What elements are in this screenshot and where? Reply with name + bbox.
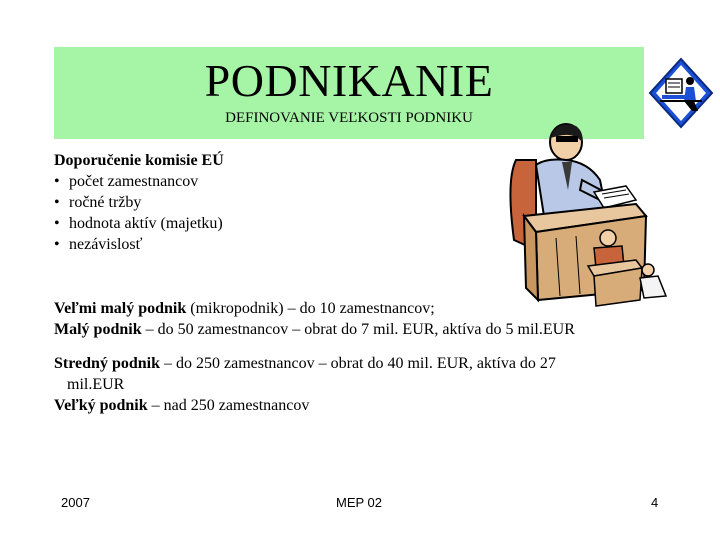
small-text: – do 50 zamestnancov – obrat do 7 mil. EUR, aktíva do 5 mil.EUR [141,321,575,338]
footer-course: MEP 02 [336,495,383,510]
small-label: Malý podnik [54,321,142,338]
list-item-text: nezávislosť [69,236,143,253]
footer-year: 2007 [61,495,90,510]
large-enterprises-definitions [54,353,654,416]
recommendation-section [54,150,224,255]
large-enterprise-line [54,395,654,416]
micro-enterprise-line [54,298,674,319]
medium-enterprise-line [54,353,654,395]
list-item-text: hodnota aktív (majetku) [69,215,223,232]
businessman-desk-illustration [496,120,678,310]
micro-text: (mikropodnik) – do 10 zamestnancov; [186,300,435,317]
recommendation-heading: Doporučenie komisie EÚ [54,152,224,169]
list-item: • počet zamestnancov [54,173,199,190]
computer-user-logo-icon [648,57,714,129]
medium-text: – do 250 zamestnancov – obrat do 40 mil. EUR, aktíva do 27 [159,355,556,372]
slide-subtitle: DEFINOVANIE VEĽKOSTI PODNIKU [225,110,473,126]
medium-text-continuation: mil.EUR [67,376,125,393]
large-label: Veľký podnik [54,397,148,414]
large-text: – nad 250 zamestnancov [147,397,310,414]
list-item-text: ročné tržby [69,194,142,211]
list-item: • nezávislosť [54,236,143,253]
criteria-list [54,171,224,255]
list-item: • ročné tržby [54,194,142,211]
slide-title: PODNIKANIE [204,55,494,106]
list-item-text: počet zamestnancov [69,173,199,190]
list-item: • hodnota aktív (majetku) [54,215,223,232]
footer-page-number: 4 [651,495,659,510]
small-enterprise-line [54,319,674,340]
medium-label: Stredný podnik [54,355,160,372]
micro-label: Veľmi malý podnik [54,300,187,317]
small-enterprises-definitions [54,298,674,340]
